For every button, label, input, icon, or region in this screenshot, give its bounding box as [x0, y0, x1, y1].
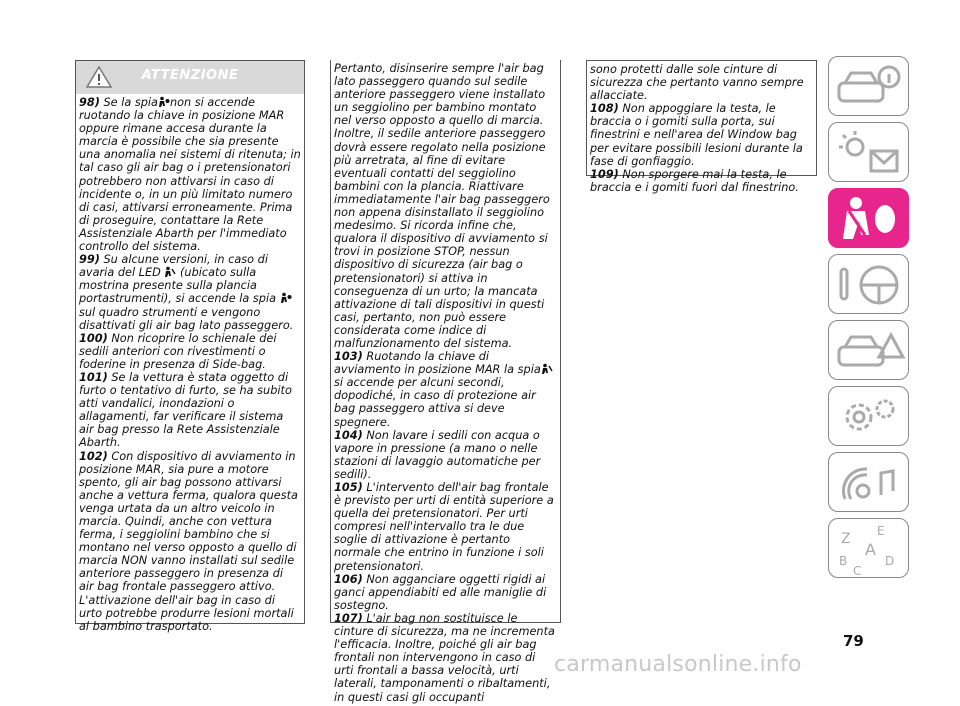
svg-text:C: C [853, 564, 862, 578]
emergency-car-icon [829, 321, 910, 381]
continuation-text: Pertanto, disinserire sempre l'air bag lato passeggero quando sul sedile anteriore passeggero viene installato un seggiolino per bambino montato nel verso opposto a quello di marcia. Inoltre, il sedile anteriore passeggero dovrà essere regolato nella posizione più arretrata, al fine di evitare eventuali contatti del seggiolino bambini con la plancia. Riattivare immediatamente l'air bag passeggero non appena disinstallato il seggiolino medesimo. Si ricorda infine che, qualora il dispositivo di avviamento si trovi in posizione STOP, nessun dispositivo di sicurezza (air bag o pretensionatori) si attiva in conseguenza di un urto; la mancata attivazione di tali dispositivi in questi casi, pertanto, non può essere considerata come indice di malfunzionamento del sistema. [334, 62, 550, 350]
multimedia-icon [829, 453, 910, 513]
passenger-airbag-off-icon [541, 363, 553, 375]
svg-text:D: D [885, 554, 895, 568]
continuation-text: sono protetti dalle sole cinture di sicurezza che pertanto vanno sempre allacciate. [590, 63, 804, 103]
page-number: 79 [843, 632, 864, 650]
lights-messages-icon [829, 123, 910, 183]
chapter-tab-maintenance[interactable] [828, 386, 909, 446]
passenger-airbag-off-icon [164, 266, 176, 278]
note-100: 100) Non ricoprire lo schienale dei sedili anteriori con rivestimenti o foderine in presenza di Side-bag. [79, 331, 277, 371]
car-info-icon [829, 57, 910, 117]
warning-box [75, 60, 305, 633]
chapter-tab-multimedia[interactable] [828, 452, 909, 512]
airbag-warning-icon [280, 292, 292, 304]
note-105: 105) L'intervento dell'air bag frontale è previsto per urti di entità superiore a quella dei pretensionatori. Per urti compresi nell'intervallo tra le due soglie di attivazione è pertanto normale che entrino in funzione i soli pretensionatori. [334, 481, 554, 573]
note-101: 101) Se la vettura è stata oggetto di furto o tentativo di furto, se ha subito atti vandalici, inondazioni o allagamenti, far verificare il sistema air bag presso la Rete Assistenziale Abarth. [79, 370, 292, 450]
watermark: carmanualsonline.info [554, 652, 802, 677]
note-109: 109) Non sporgere mai la testa, le braccia e i gomiti fuori dal finestrino. [590, 167, 799, 194]
note-108: 108) Non appoggiare la testa, le braccia o i gomiti sulla porta, sui finestrini e nell'area del Window bag per evitare possibili lesioni durante la fase di gonfiaggio. [590, 102, 803, 168]
warning-title: ATTENZIONE [141, 68, 239, 83]
gears-icon [829, 387, 910, 447]
chapter-tab-car-info[interactable] [828, 56, 909, 116]
note-103: 103) Ruotando la chiave di avviamento in posizione MAR la spia si accende per alcuni secondi, dopodiché, in caso di protezione air bag passeggero attiva si deve spegnere. [334, 350, 557, 429]
warning-header [76, 61, 304, 94]
chapter-tab-dashboard-lights[interactable] [828, 122, 909, 182]
note-99: 99) Su alcune versioni, in caso di avaria del LED (ubicato sulla mostrina presente sulla plancia portastrumenti), si accende la spia sul quadro strumenti e vengono disattivati gli air bag lato passeggero. [79, 253, 294, 332]
chapter-tab-index[interactable] [828, 518, 909, 578]
svg-text:A: A [865, 540, 876, 559]
warning-continuation-box [330, 60, 561, 704]
note-98: 98) Se la spia non si accende ruotando la chiave in posizione MAR oppure rimane accesa durante la marcia è possibile che sia presente una anomalia nei sistemi di ritenuta; in tal caso gli air bag o i pretensionatori potrebbero non attivarsi in caso di incidente o, in un più limitato numero di casi, attivarsi erroneamente. Prima di proseguire, contattare la Rete Assistenziale Abarth per l'immediato controllo del sistema. [79, 96, 301, 254]
note-106: 106) Non agganciare oggetti rigidi ai ganci appendiabiti ed alle maniglie di sostegno. [334, 572, 547, 612]
note-104: 104) Non lavare i sedili con acqua o vapore in pressione (a mano o nelle stazioni di lavaggio automatiche per sedili). [334, 428, 541, 481]
steering-wheel-icon [829, 255, 910, 315]
svg-text:Z: Z [841, 531, 851, 547]
chapter-tab-starting-driving[interactable] [828, 254, 909, 314]
svg-text:B: B [839, 554, 848, 568]
seatbelt-airbag-icon [829, 189, 910, 249]
note-107: 107) L'air bag non sostituisce le cinture di sicurezza, ma ne incrementa l'efficacia. Inoltre, poiché gli air bag frontali non intervengono in caso di urti frontali a bassa velocità, urti laterali, tamponamenti o ribaltamenti, in questi casi gli occupanti [334, 611, 555, 704]
svg-text:E: E [877, 524, 885, 538]
airbag-warning-icon [158, 96, 170, 108]
chapter-tab-emergency[interactable] [828, 320, 909, 380]
alphabetical-index-icon [829, 519, 910, 579]
chapter-tab-safety[interactable] [828, 188, 909, 248]
note-102: 102) Con dispositivo di avviamento in posizione MAR, sia pure a motore spento, gli air bag possono attivarsi anche a vettura ferma, qualora questa venga urtata da un altro veicolo in marcia. Quindi, anche con vettura ferma, i seggiolini bambino che si montano nel verso opposto a quello di marcia NON vanno installati sul sedile anteriore passeggero in presenza di air bag frontale passeggero attivo. L'attivazione dell'air bag in caso di urto potrebbe produrre lesioni mortali al bambino trasportato. [79, 449, 298, 633]
warning-end-box [586, 60, 817, 194]
